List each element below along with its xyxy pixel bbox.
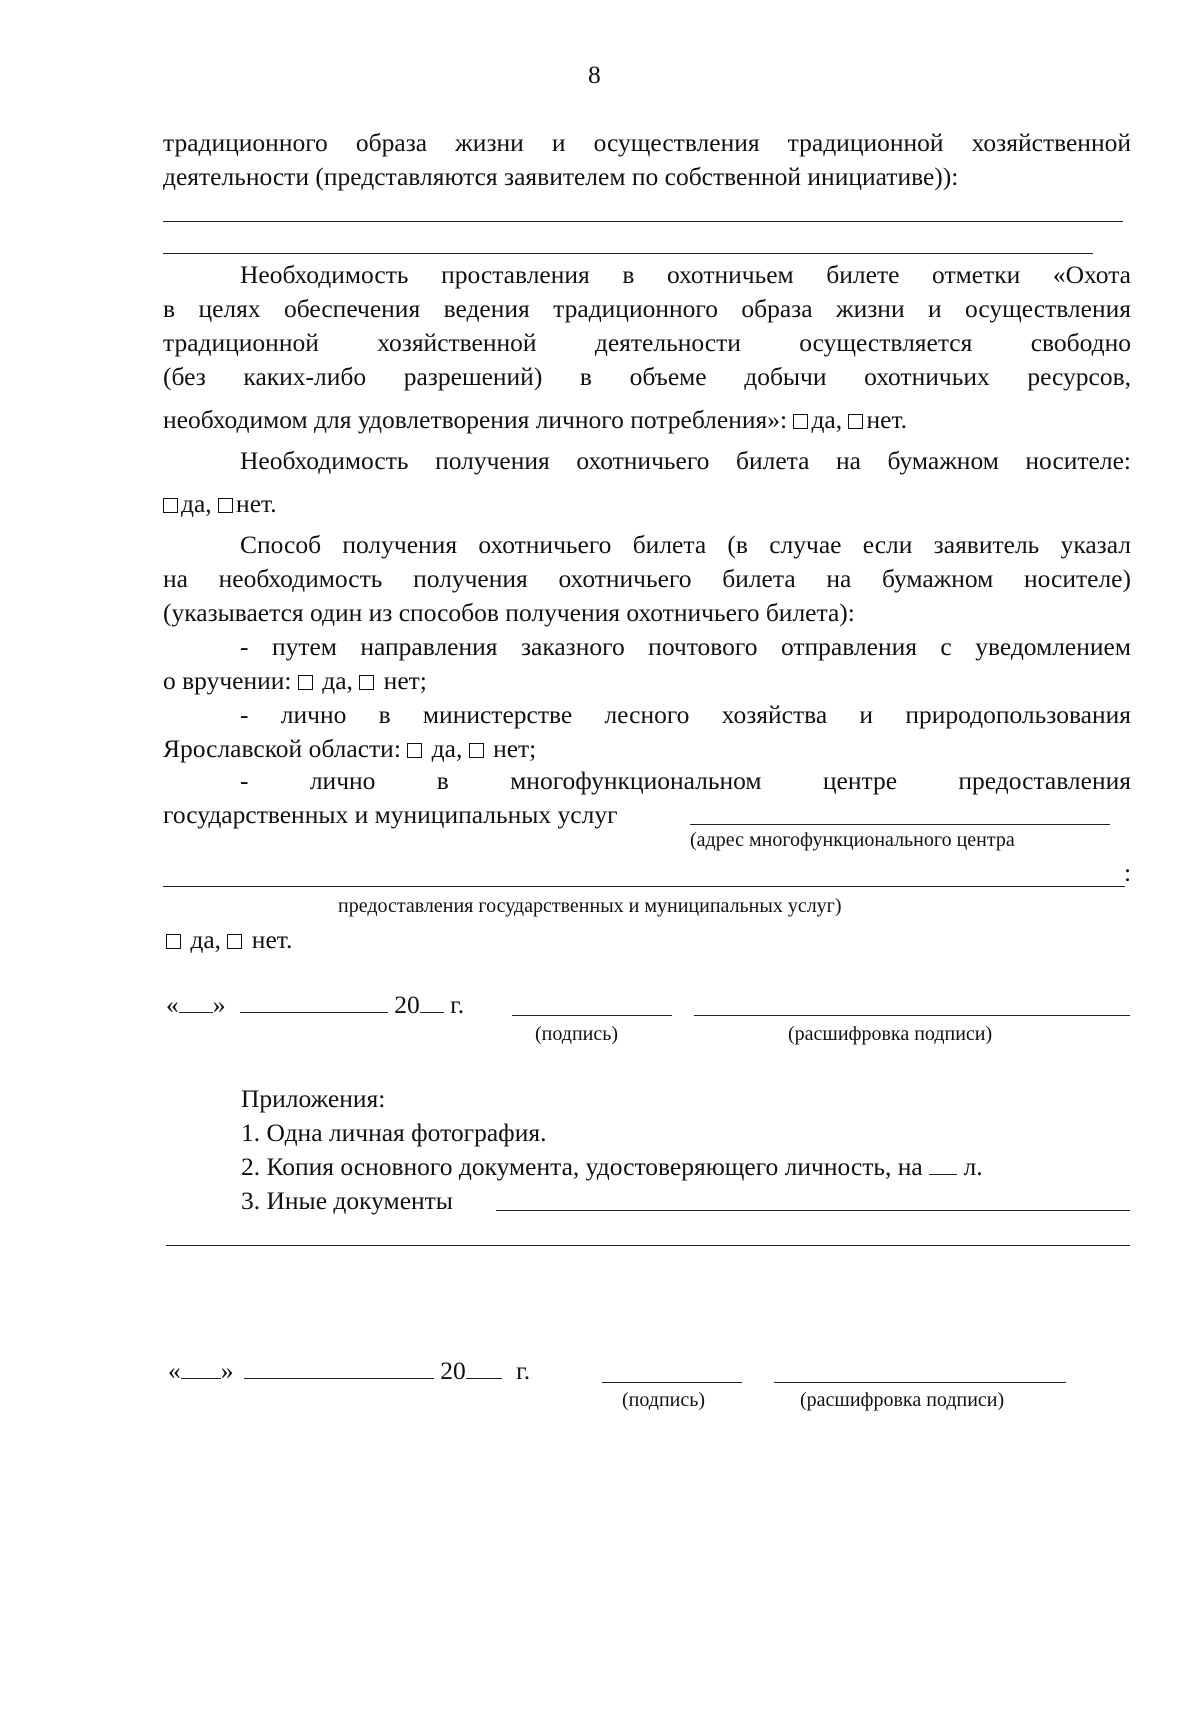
block3-line-2: на необходимость получения охотничьего билета на бумажном носителе) [163, 564, 1131, 593]
option1-no-label: нет; [383, 666, 427, 695]
attachment-item-3: 3. Иные документы [241, 1186, 453, 1215]
block1-line-1: Необходимость проставления в охотничьем билете отметки «Охота [240, 260, 1131, 289]
signature1-close-quote: » [212, 990, 226, 1019]
option3-no-checkbox[interactable] [227, 934, 242, 949]
signature2-g: г. [516, 1356, 531, 1385]
attachment-item-3-field[interactable] [496, 1210, 1130, 1211]
intro-blank-line-1[interactable] [163, 221, 1123, 222]
block3-line-1: Способ получения охотничьего билета (в случае если заявитель указал [240, 530, 1131, 559]
block3-line-3: (указывается один из способов получения охотничьего билета): [163, 598, 855, 627]
option1-line-2 [163, 664, 427, 698]
signature2-open-quote: « [168, 1356, 181, 1385]
signature2-year-prefix: 20 [440, 1356, 466, 1385]
block2-yes-label: да, [181, 489, 212, 518]
option1-prefix: о вручении: [163, 666, 292, 695]
signature2-date [168, 1354, 530, 1388]
signature1-open-quote: « [166, 990, 179, 1019]
block2-yes-checkbox[interactable] [163, 498, 178, 513]
option2-line-2 [163, 732, 536, 766]
option2-yes-checkbox[interactable] [407, 743, 422, 758]
signature2-decode-label: (расшифровка подписи) [800, 1389, 1005, 1411]
signature1-date [166, 988, 464, 1022]
page-number: 8 [588, 60, 601, 89]
mfc-address-colon: : [1124, 858, 1132, 887]
attachment-item-2-pages-field[interactable] [929, 1152, 957, 1175]
signature1-g: г. [450, 990, 465, 1019]
option3-line-1: - лично в многофункциональном центре предоставления [240, 766, 1131, 795]
mfc-address-hint-1: (адрес многофункционального центра [690, 829, 1015, 851]
signature1-day-field[interactable] [179, 990, 213, 1013]
signature1-decode-field[interactable] [694, 1015, 1130, 1016]
option2-no-checkbox[interactable] [469, 743, 484, 758]
option2-yes-label: да, [431, 734, 463, 763]
intro-line-2: деятельности (представляются заявителем по собственной инициативе)): [163, 162, 959, 191]
option2-prefix: Ярославской области: [163, 734, 401, 763]
option3-yes-label: да, [190, 925, 222, 954]
option3-no-label: нет. [251, 925, 293, 954]
signature2-signature-field[interactable] [602, 1382, 742, 1383]
attachment-item-1: 1. Одна личная фотография. [241, 1118, 547, 1147]
intro-line-1: традиционного образа жизни и осуществления традиционной хозяйственной [163, 128, 1131, 157]
signature1-signature-label: (подпись) [535, 1023, 619, 1045]
signature2-day-field[interactable] [181, 1356, 221, 1379]
signature2-signature-label: (подпись) [622, 1389, 706, 1411]
option1-yes-checkbox[interactable] [298, 675, 313, 690]
option2-no-label: нет; [493, 734, 537, 763]
attachment-extra-field[interactable] [166, 1245, 1130, 1246]
mfc-address-field-1[interactable] [690, 824, 1110, 825]
attachments-title: Приложения: [241, 1084, 386, 1113]
attachment-item-2-suffix: л. [963, 1152, 983, 1181]
option1-no-checkbox[interactable] [359, 675, 374, 690]
attachment-item-2 [241, 1150, 983, 1184]
option3-line-2: государственных и муниципальных услуг [163, 800, 618, 829]
block1-line-4: (без каких-либо разрешений) в объеме добычи охотничьих ресурсов, [163, 362, 1131, 391]
option3-options [166, 923, 292, 957]
block1-yes-label: да, [811, 405, 843, 434]
mfc-address-field-2[interactable] [163, 886, 1125, 887]
signature1-year-field[interactable] [420, 990, 444, 1013]
block1-yes-checkbox[interactable] [793, 414, 808, 429]
mfc-address-hint-2: предоставления государственных и муниципальных услуг) [338, 895, 842, 917]
signature1-month-field[interactable] [240, 990, 388, 1013]
option3-yes-checkbox[interactable] [166, 934, 181, 949]
block1-line-2: в целях обеспечения ведения традиционного образа жизни и осуществления [163, 294, 1131, 323]
signature2-year-field[interactable] [466, 1356, 502, 1379]
block1-last-text: необходимом для удовлетворения личного потребления»: [163, 405, 788, 434]
intro-blank-line-2[interactable] [163, 253, 1093, 254]
block2-no-label: нет. [236, 489, 277, 518]
option1-line-1: - путем направления заказного почтового отправления с уведомлением [240, 632, 1131, 661]
signature1-decode-label: (расшифровка подписи) [788, 1023, 993, 1045]
option2-line-1: - лично в министерстве лесного хозяйства и природопользования [240, 700, 1131, 729]
block1-line-3: традиционной хозяйственной деятельности осуществляется свободно [163, 328, 1131, 357]
block2-no-checkbox[interactable] [218, 498, 233, 513]
signature2-decode-field[interactable] [774, 1382, 1066, 1383]
block1-no-checkbox[interactable] [848, 414, 863, 429]
signature2-month-field[interactable] [244, 1356, 434, 1379]
attachment-item-2-text: 2. Копия основного документа, удостоверяющего личность, на [241, 1152, 923, 1181]
option1-yes-label: да, [322, 666, 353, 695]
block2-options [163, 487, 277, 521]
signature1-year-prefix: 20 [394, 990, 420, 1019]
block2-line: Необходимость получения охотничьего билета на бумажном носителе: [240, 446, 1131, 475]
signature2-close-quote: » [220, 1356, 234, 1385]
block1-last-line [163, 403, 907, 437]
block1-no-label: нет. [866, 405, 908, 434]
signature1-signature-field[interactable] [512, 1015, 672, 1016]
